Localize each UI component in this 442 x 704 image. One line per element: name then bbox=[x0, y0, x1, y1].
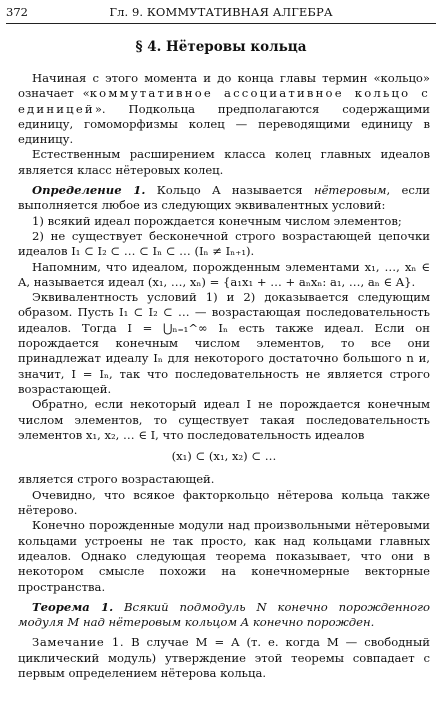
theorem-label: Теорема 1. bbox=[32, 599, 114, 614]
page-number: 372 bbox=[6, 5, 28, 19]
remark-text: В случае M = A (т. е. когда M — свободный циклический модуль) утверждение этой теоремы совпадает с первым определением нётерова кольца. bbox=[18, 635, 430, 680]
theorem-paragraph bbox=[18, 600, 430, 631]
definition-label: Определение 1. bbox=[32, 183, 146, 198]
paragraph-noetherian-class: Естественным расширением класса колец главных идеалов является класс нётеровых колец. bbox=[18, 147, 430, 177]
remark-paragraph bbox=[18, 635, 430, 681]
definition-text-a: Кольцо A называется bbox=[145, 183, 314, 198]
definition-text-b: , если выполняется любое из следующих эквивалентных условий: bbox=[18, 183, 430, 213]
paragraph-factor-ring: Очевидно, что всякое факторкольцо нётерова кольца также нётерово. bbox=[18, 487, 430, 518]
paragraph-finitely-generated-modules: Конечно порожденные модули над произвольными нётеровыми кольцами устроены не так просто, как над кольцами главных идеалов. Однако следующая теорема показывает, что они в некотором смысле похожи на конечномерные векторные пространства. bbox=[18, 518, 430, 594]
section-title: § 4. Нётеровы кольца bbox=[135, 39, 307, 55]
remark-label: Замечание 1. bbox=[32, 635, 125, 650]
condition-1: 1) всякий идеал порождается конечным числом элементов; bbox=[32, 213, 402, 228]
intro-text-b: ». Подкольца предполагаются содержащими единицу, гомоморфизмы колец — переводящими единицу в единицу. bbox=[18, 101, 430, 147]
paragraph-converse: Обратно, если некоторый идеал I не порождается конечным числом элементов, то существует такая последовательность элементов x₁, x₂, … ∈ I, что последовательность идеалов bbox=[18, 397, 430, 442]
condition-2: 2) не существует бесконечной строго возрастающей цепочки идеалов I₁ ⊂ I₂ ⊂ … ⊂ Iₙ ⊂ … (Iₙ ≠ Iₙ₊₁). bbox=[18, 228, 430, 259]
intro-text-a: Начиная с этого момента и до конца главы термин «кольцо» означает « bbox=[18, 71, 430, 101]
theorem-text: Всякий подмодуль N конечно порожденного модуля M над нётеровым кольцом A конечно порожден. bbox=[18, 599, 430, 630]
intro-spaced-term: коммутативное ассоциативное кольцо с единицей bbox=[18, 86, 430, 116]
definition-term: нётеровым bbox=[313, 183, 387, 198]
definition-paragraph bbox=[18, 183, 430, 214]
page-body bbox=[18, 71, 430, 681]
header-rule bbox=[6, 23, 436, 24]
intro-paragraph bbox=[18, 71, 430, 147]
paragraph-strictly-increasing: является строго возрастающей. bbox=[18, 472, 215, 487]
running-header bbox=[6, 2, 436, 22]
paragraph-generated-ideal: Напомним, что идеалом, порожденным элементами x₁, …, xₙ ∈ A, называется идеал (x₁, …, xₙ) = {a₁x₁ + … + aₙxₙ: a₁, …, aₙ ∈ A}. bbox=[18, 259, 430, 289]
paragraph-equivalence-proof: Эквивалентность условий 1) и 2) доказывается следующим образом. Пусть I₁ ⊂ I₂ ⊂ … — возрастающая последовательность идеалов. Тогда I = ⋃ₙ₌₁^∞ Iₙ есть также идеал. Если он порождается конечным числом элементов, то все они принадлежат идеалу Iₙ для некоторого достаточно большого n и, значит, I = Iₙ, так что последовательность не является строго возрастающей. bbox=[18, 290, 430, 396]
chapter-title: Гл. 9. КОММУТАТИВНАЯ АЛГЕБРА bbox=[109, 5, 333, 19]
ideal-chain-formula: (x₁) ⊂ (x₁, x₂) ⊂ … bbox=[171, 449, 277, 464]
